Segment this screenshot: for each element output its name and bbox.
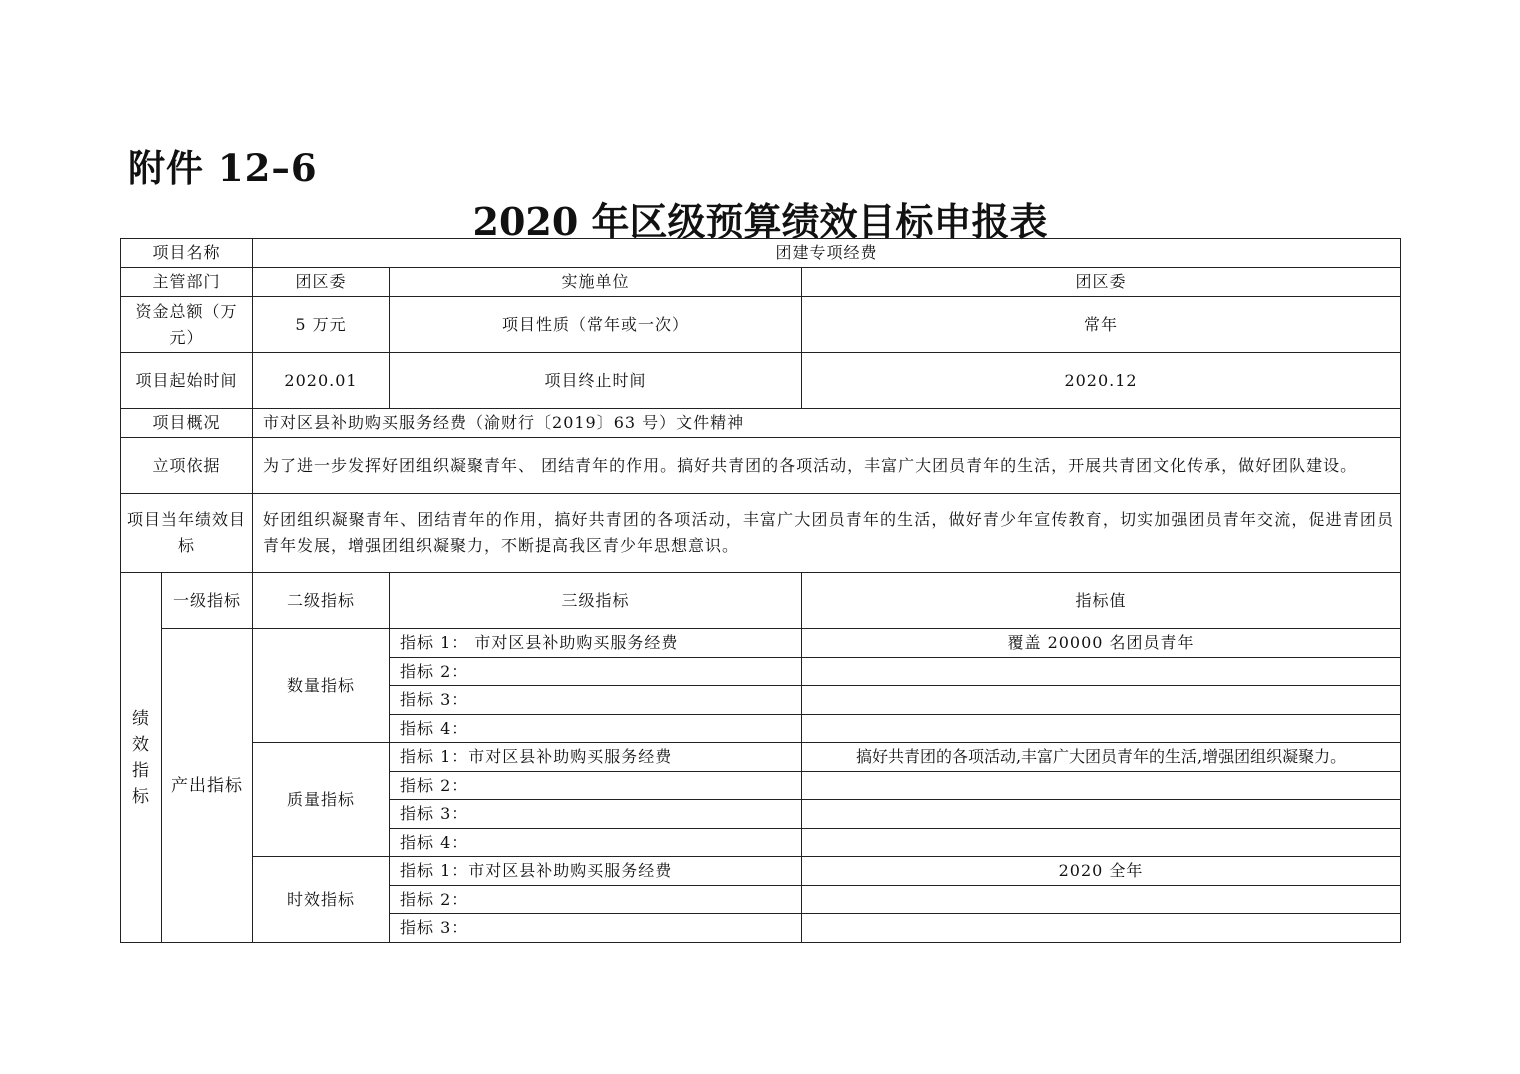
funds-label: 资金总额（万元） — [121, 297, 253, 353]
quantity-indicator-label: 数量指标 — [253, 629, 390, 743]
indicator-value — [802, 658, 1401, 686]
end-value: 2020.12 — [802, 353, 1401, 409]
row-funds — [121, 297, 1401, 353]
level3-header: 三级指标 — [390, 573, 802, 629]
indicator-value: 搞好共青团的各项活动,丰富广大团员青年的生活,增强团组织凝聚力。 — [802, 743, 1401, 772]
indicator-name: 指标 2： — [390, 658, 802, 686]
nature-value: 常年 — [802, 297, 1401, 353]
indicator-name: 指标 3： — [390, 800, 802, 829]
dept-label: 主管部门 — [121, 268, 253, 297]
timeliness-indicator-label: 时效指标 — [253, 857, 390, 943]
value-header: 指标值 — [802, 573, 1401, 629]
basis-label: 立项依据 — [121, 438, 253, 494]
start-label: 项目起始时间 — [121, 353, 253, 409]
dept-value: 团区委 — [253, 268, 390, 297]
row-goal — [121, 494, 1401, 573]
basis-value: 为了进一步发挥好团组织凝聚青年、 团结青年的作用。搞好共青团的各项活动，丰富广大团员青年的生活，开展共青团文化传承，做好团队建设。 — [253, 438, 1401, 494]
nature-label: 项目性质（常年或一次） — [390, 297, 802, 353]
impl-label: 实施单位 — [390, 268, 802, 297]
table-row — [121, 743, 1401, 772]
overview-label: 项目概况 — [121, 409, 253, 438]
row-dates — [121, 353, 1401, 409]
row-department — [121, 268, 1401, 297]
indicator-value — [802, 886, 1401, 914]
indicator-value: 覆盖 20000 名团员青年 — [802, 629, 1401, 658]
row-indicator-header — [121, 573, 1401, 629]
performance-indicator-label: 绩效指标 — [121, 573, 162, 943]
project-name-label: 项目名称 — [121, 239, 253, 268]
document-title: 2020 年区级预算绩效目标申报表 — [472, 199, 1048, 244]
indicator-value — [802, 772, 1401, 800]
funds-value: 5 万元 — [253, 297, 390, 353]
level1-header: 一级指标 — [162, 573, 253, 629]
row-basis — [121, 438, 1401, 494]
overview-value: 市对区县补助购买服务经费（渝财行〔2019〕63 号）文件精神 — [253, 409, 1401, 438]
project-name-value: 团建专项经费 — [253, 239, 1401, 268]
budget-performance-form — [120, 238, 1401, 943]
attachment-number: 附件 12–6 — [128, 146, 318, 190]
indicator-name: 指标 1： 市对区县补助购买服务经费 — [390, 629, 802, 658]
indicator-name: 指标 1：市对区县补助购买服务经费 — [390, 743, 802, 772]
indicator-value — [802, 800, 1401, 829]
indicator-value — [802, 715, 1401, 743]
indicator-name: 指标 1：市对区县补助购买服务经费 — [390, 857, 802, 886]
indicator-name: 指标 4： — [390, 829, 802, 857]
start-value: 2020.01 — [253, 353, 390, 409]
level2-header: 二级指标 — [253, 573, 390, 629]
row-project-name — [121, 239, 1401, 268]
impl-value: 团区委 — [802, 268, 1401, 297]
indicator-name: 指标 2： — [390, 772, 802, 800]
output-indicator-label: 产出指标 — [162, 629, 253, 943]
indicator-name: 指标 2： — [390, 886, 802, 914]
indicator-name: 指标 3： — [390, 914, 802, 943]
goal-value: 好团组织凝聚青年、团结青年的作用，搞好共青团的各项活动，丰富广大团员青年的生活，做好青少年宣传教育，切实加强团员青年交流，促进青团员青年发展，增强团组织凝聚力，不断提高我区青少年思想意识。 — [253, 494, 1401, 573]
indicator-value — [802, 914, 1401, 943]
table-row — [121, 629, 1401, 658]
indicator-value: 2020 全年 — [802, 857, 1401, 886]
indicator-value — [802, 686, 1401, 715]
goal-label: 项目当年绩效目标 — [121, 494, 253, 573]
indicator-value — [802, 829, 1401, 857]
indicator-name: 指标 3： — [390, 686, 802, 715]
table-row — [121, 857, 1401, 886]
indicator-name: 指标 4： — [390, 715, 802, 743]
quality-indicator-label: 质量指标 — [253, 743, 390, 857]
row-overview — [121, 409, 1401, 438]
end-label: 项目终止时间 — [390, 353, 802, 409]
